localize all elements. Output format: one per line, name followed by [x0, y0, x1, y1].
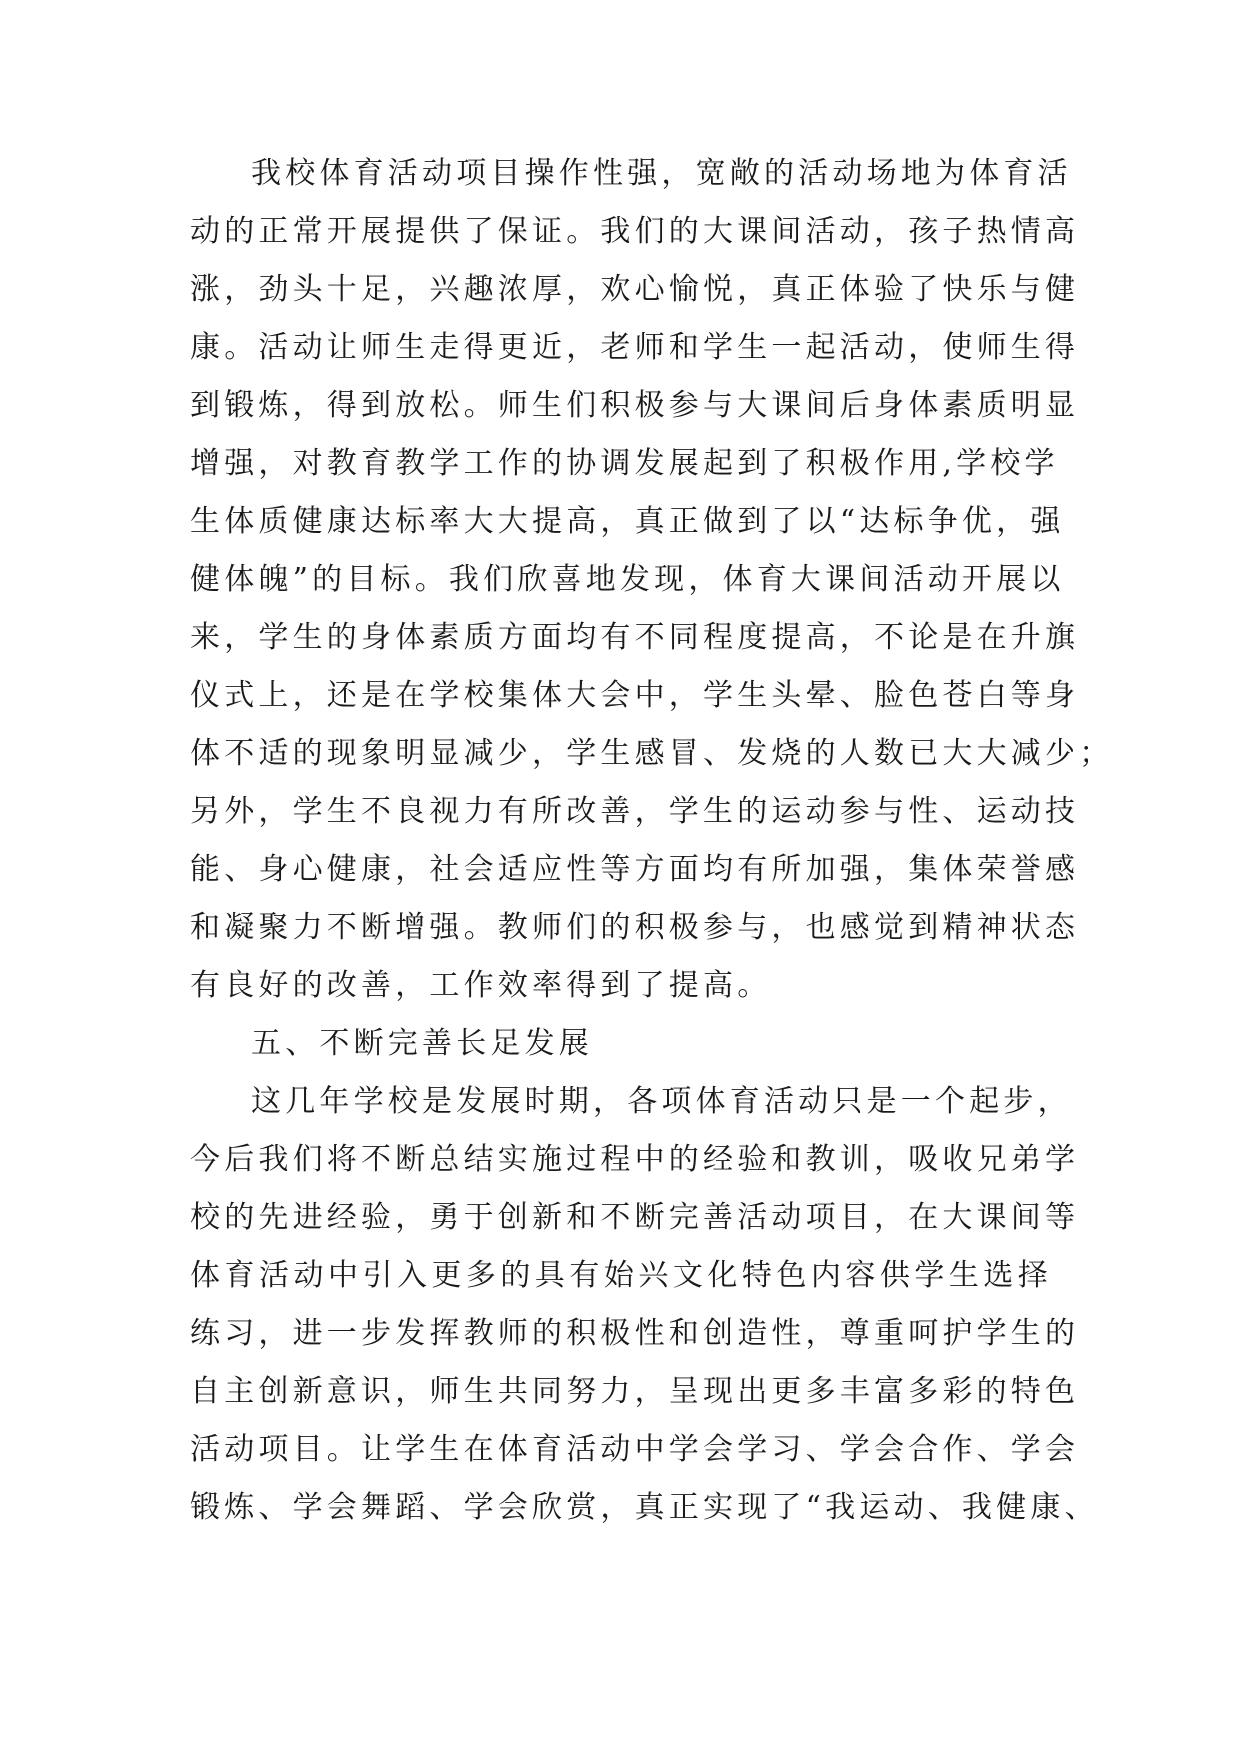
- paragraph-line: 锻炼、学会舞蹈、学会欣赏，真正实现了“我运动、我健康、: [190, 1490, 1099, 1525]
- paragraph-line: 到锻炼，得到放松。师生们积极参与大课间后身体素质明显: [190, 388, 1080, 423]
- paragraph-line: 我校体育活动项目操作性强，宽敞的活动场地为体育活: [251, 156, 1072, 191]
- paragraph-line: 健体魄”的目标。我们欣喜地发现，体育大课间活动开展以: [190, 562, 1065, 597]
- paragraph-line: 生体质健康达标率大大提高，真正做到了以“达标争优，强: [190, 504, 1065, 539]
- paragraph-line: 这几年学校是发展时期，各项体育活动只是一个起步，: [251, 1084, 1072, 1119]
- paragraph-line: 动的正常开展提供了保证。我们的大课间活动，孩子热情高: [190, 214, 1080, 249]
- paragraph-line: 体育活动中引入更多的具有始兴文化特色内容供学生选择: [190, 1258, 1052, 1293]
- paragraph-line: 涨，劲头十足，兴趣浓厚，欢心愉悦，真正体验了快乐与健: [190, 272, 1080, 307]
- paragraph-line: 体不适的现象明显减少，学生感冒、发烧的人数已大大减少；: [190, 736, 1114, 771]
- paragraph-line: 练习，进一步发挥教师的积极性和创造性，尊重呵护学生的: [190, 1316, 1080, 1351]
- paragraph-line: 校的先进经验，勇于创新和不断完善活动项目，在大课间等: [190, 1200, 1080, 1235]
- paragraph-line: 来，学生的身体素质方面均有不同程度提高，不论是在升旗: [190, 620, 1080, 655]
- paragraph-line: 仪式上，还是在学校集体大会中，学生头晕、脸色苍白等身: [190, 678, 1080, 713]
- paragraph-line: 有良好的改善，工作效率得到了提高。: [190, 968, 772, 1003]
- paragraph-line: 增强，对教育教学工作的协调发展起到了积极作用,学校学: [190, 446, 1059, 481]
- paragraph-line: 能、身心健康，社会适应性等方面均有所加强，集体荣誉感: [190, 852, 1080, 887]
- paragraph-line: 活动项目。让学生在体育活动中学会学习、学会合作、学会: [190, 1432, 1080, 1467]
- paragraph-line: 自主创新意识，师生共同努力，呈现出更多丰富多彩的特色: [190, 1374, 1080, 1409]
- section-heading: 五、不断完善长足发展: [251, 1026, 593, 1061]
- paragraph-line: 今后我们将不断总结实施过程中的经验和教训，吸收兄弟学: [190, 1142, 1080, 1177]
- paragraph-line: 另外，学生不良视力有所改善，学生的运动参与性、运动技: [190, 794, 1080, 829]
- paragraph-line: 和凝聚力不断增强。教师们的积极参与，也感觉到精神状态: [190, 910, 1080, 945]
- paragraph-line: 康。活动让师生走得更近，老师和学生一起活动，使师生得: [190, 330, 1080, 365]
